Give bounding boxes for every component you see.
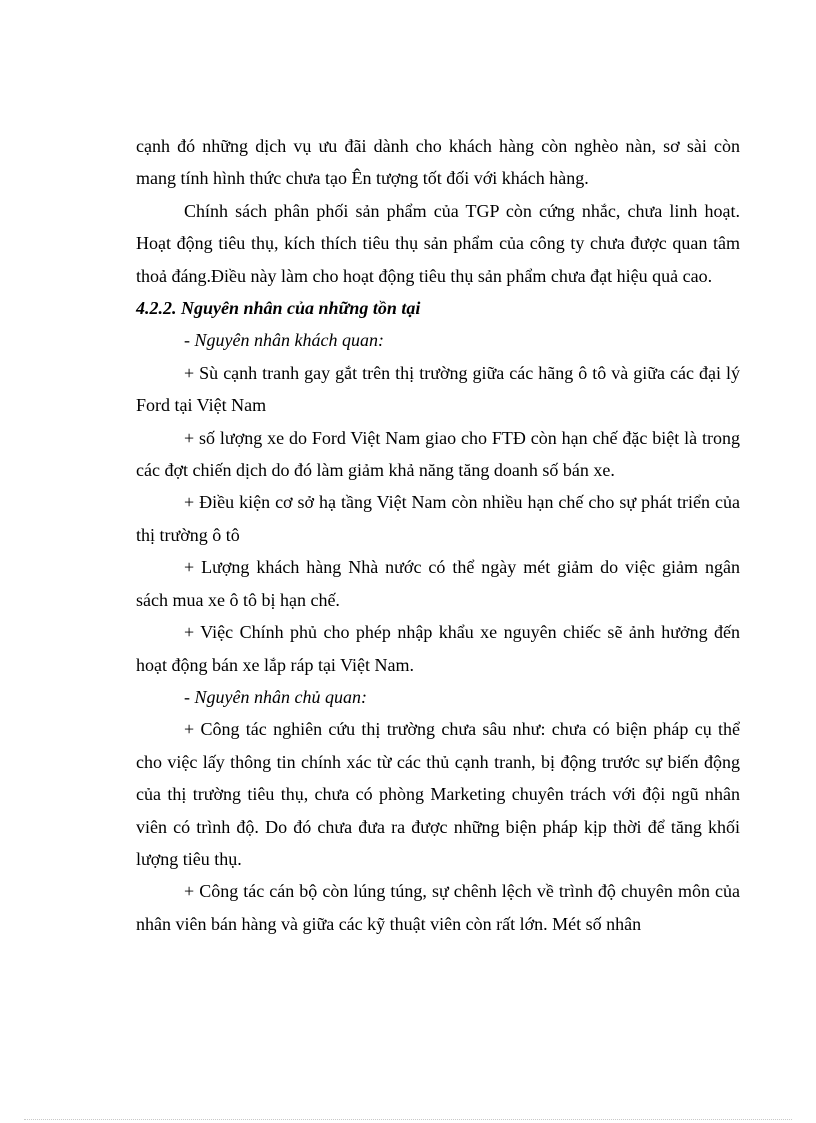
list-item-import-policy: + Việc Chính phủ cho phép nhập khẩu xe nguyên chiếc sẽ ảnh hưởng đến hoạt động bán xe lắp ráp tại Việt Nam. xyxy=(136,622,740,675)
paragraph-continuation: cạnh đó những dịch vụ ưu đãi dành cho khách hàng còn nghèo nàn, sơ sài còn mang tính hình thức chưa tạo Ên tượng tốt đối với khách hàng. xyxy=(136,136,740,189)
list-item-market-research: + Công tác nghiên cứu thị trường chưa sâu như: chưa có biện pháp cụ thể cho việc lấy thông tin chính xác từ các thủ cạnh tranh, bị động trước sự biến động của thị trường tiêu thụ, chưa có phòng Marketing chuyên trách với đội ngũ nhân viên có trình độ. Do đó chưa đưa ra được những biện pháp kịp thời để tăng khối lượng tiêu thụ. xyxy=(136,719,740,869)
list-item-staffing: + Công tác cán bộ còn lúng túng, sự chênh lệch về trình độ chuyên môn của nhân viên bán hàng và giữa các kỹ thuật viên còn rất lớn. Mét số nhân xyxy=(136,881,740,934)
subheading-subjective-causes: - Nguyên nhân chủ quan: xyxy=(184,686,367,707)
paragraph-distribution-policy: Chính sách phân phối sản phẩm của TGP còn cứng nhắc, chưa linh hoạt. Hoạt động tiêu thụ, kích thích tiêu thụ sản phẩm của công ty chưa được quan tâm thoả đáng.Điều này làm cho hoạt động tiêu thụ sản phẩm chưa đạt hiệu quả cao. xyxy=(136,200,740,286)
list-item-state-customers: + Lượng khách hàng Nhà nước có thể ngày mét giảm do việc giảm ngân sách mua xe ô tô bị hạn chế. xyxy=(136,557,740,610)
list-item-competition: + Sù cạnh tranh gay gắt trên thị trường giữa các hãng ô tô và giữa các đại lý Ford tại Việt Nam xyxy=(136,362,740,416)
section-heading: 4.2.2. Nguyên nhân của những tồn tại xyxy=(136,298,421,319)
subheading-objective-causes: - Nguyên nhân khách quan: xyxy=(184,330,384,351)
list-item-vehicle-supply: + số lượng xe do Ford Việt Nam giao cho FTĐ còn hạn chế đặc biệt là trong các đợt chiến dịch do đó làm giảm khả năng tăng doanh số bán xe. xyxy=(136,427,740,481)
list-item-infrastructure: + Điều kiện cơ sở hạ tầng Việt Nam còn nhiều hạn chế cho sự phát triển của thị trường ô tô xyxy=(136,492,740,545)
page-bottom-divider xyxy=(24,1119,792,1120)
document-body xyxy=(136,130,740,940)
